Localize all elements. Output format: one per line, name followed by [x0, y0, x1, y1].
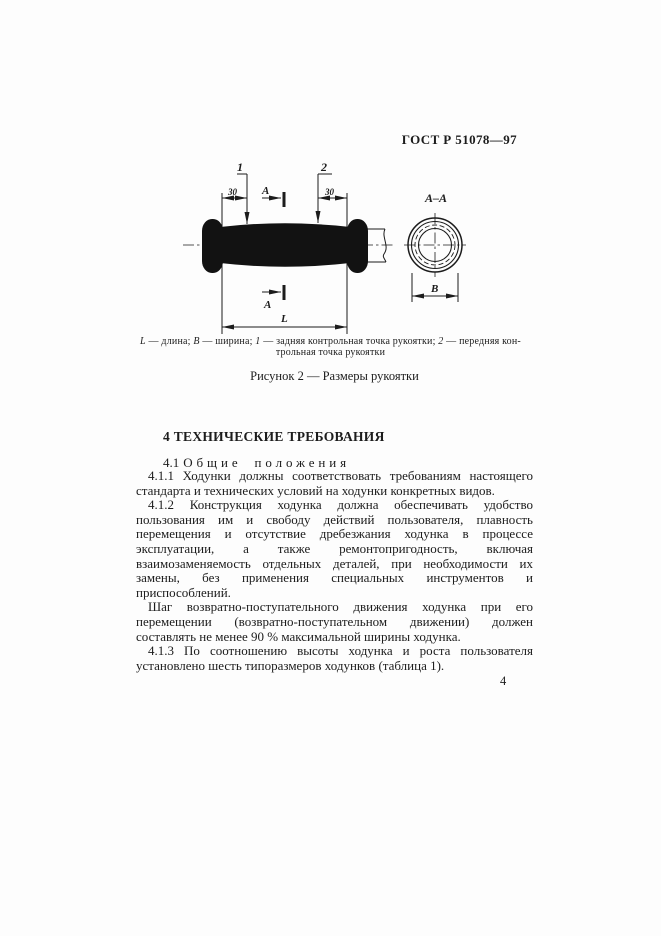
document-header: ГОСТ Р 51078—97 [401, 132, 517, 147]
subsection-title: Общие положения [183, 455, 351, 470]
handle-silhouette [202, 219, 368, 273]
paragraph: Шаг возвратно-поступательного движения ходунка при его перемещении (возвратно-поступательном движении) должен составлять не менее 90 % максимальной ширины ходунка. [136, 599, 533, 644]
control-point-1-label: 1 [237, 160, 243, 174]
figure-caption-line1: L — длина; B — ширина; 1 — задняя контрольная точка рукоятки; 2 — передняя кон- [140, 336, 521, 347]
figure-drawing [140, 145, 520, 340]
body-text [136, 469, 533, 673]
section-letter-top: A [262, 185, 270, 197]
paragraph: 4.1.1 Ходунки должны соответствовать требованиям настоящего стандарта и технических условий на ходунки конкретных видов. [136, 468, 533, 498]
dimension-length-label: L [281, 313, 288, 325]
control-point-1-leader [237, 160, 247, 224]
paragraph: 4.1.3 По соотношению высоты ходунка и роста пользователя установлено шесть типоразмеров ходунков (таблица 1). [136, 643, 533, 673]
dimension-30-left [222, 187, 247, 198]
section-view-a-a [404, 191, 466, 302]
section-cut-top [261, 185, 284, 207]
figure-caption-line2: трольная точка рукоятки [275, 346, 386, 358]
subsection-number: 4.1 [163, 455, 180, 470]
control-point-2-label: 2 [321, 160, 327, 174]
page-number: 4 [500, 674, 507, 688]
dimension-30-left-label: 30 [228, 187, 237, 197]
dimension-30-right-label: 30 [325, 187, 334, 197]
dimension-width-label: B [431, 283, 439, 295]
figure-caption [128, 337, 533, 358]
dimension-length [222, 313, 347, 327]
paragraph: 4.1.2 Конструкция ходунка должна обеспечивать удобство пользования им и свободу действий пользователя, плавность перемещения и отсутствие дребезжания ходунка в процессе эксплуатации, а также ремонтопригодность, включая взаимозаменяемость отдельных деталей, при необходимости их замены, без применения специальных инструментов и приспособлений. [136, 497, 533, 600]
section-heading: 4 ТЕХНИЧЕСКИЕ ТРЕБОВАНИЯ [163, 429, 385, 444]
section-letter-bottom: A [264, 299, 272, 311]
section-view-title: A–A [424, 191, 448, 205]
figure-title: Рисунок 2 — Размеры рукоятки [250, 369, 419, 383]
section-cut-bottom [262, 285, 284, 311]
dimension-30-right [318, 187, 347, 198]
tube-stub [366, 229, 386, 262]
